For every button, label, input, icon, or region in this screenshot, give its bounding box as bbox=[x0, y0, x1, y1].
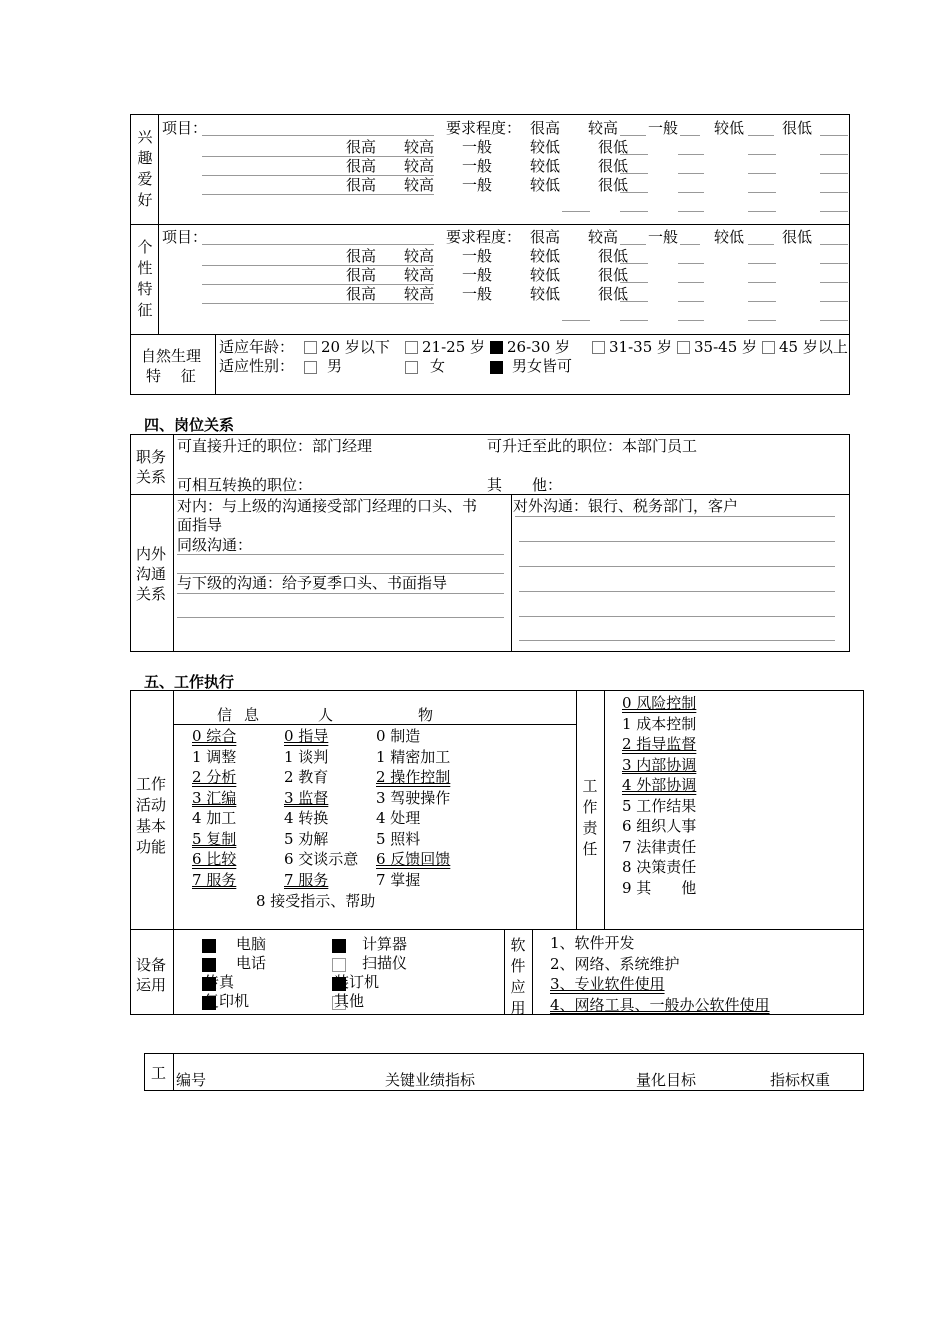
personality-row1-level-1: 很高 bbox=[346, 247, 377, 265]
fill-line bbox=[562, 211, 590, 212]
gender-label: 适应性别： bbox=[219, 357, 295, 375]
personality-row2-level-1: 很高 bbox=[346, 266, 377, 284]
fill-line bbox=[820, 154, 848, 155]
lower-comm: 与下级的沟通：给予夏季口头、书面指导 bbox=[177, 574, 448, 592]
fill-line bbox=[678, 263, 704, 264]
fill-line bbox=[202, 244, 434, 245]
divider bbox=[576, 690, 577, 929]
personality-row3-level-4: 较低 bbox=[530, 285, 561, 303]
equipment-label: 计算器 bbox=[362, 935, 408, 953]
info-item: 1 调整 bbox=[192, 747, 237, 766]
responsibility-item: 9 其 他 bbox=[622, 878, 697, 897]
fill-line bbox=[678, 301, 704, 302]
people-item: 3 监督 bbox=[284, 788, 329, 807]
fill-line bbox=[620, 135, 646, 136]
interest-row2-level-2: 较高 bbox=[404, 157, 435, 175]
section5-title: 五、工作执行 bbox=[144, 673, 235, 691]
fill-line bbox=[748, 135, 774, 136]
fill-line bbox=[620, 320, 648, 321]
header-people: 人 bbox=[318, 706, 334, 724]
equipment-label: 扫描仪 bbox=[362, 954, 408, 972]
fill-line bbox=[515, 516, 835, 517]
divider bbox=[173, 1053, 174, 1091]
interest-level-1: 很高 bbox=[530, 119, 561, 137]
responsibility-item: 7 法律责任 bbox=[622, 837, 697, 856]
fill-line bbox=[519, 616, 835, 617]
fill-line bbox=[620, 263, 648, 264]
fill-line bbox=[177, 617, 504, 618]
age-option-label: 20 岁以下 bbox=[321, 338, 390, 356]
responsibility-item: 2 指导监督 bbox=[622, 735, 697, 753]
duty-label-1 bbox=[136, 447, 172, 487]
fill-line bbox=[620, 154, 648, 155]
physio-label-2: 特 征 bbox=[146, 367, 196, 385]
equip-label bbox=[136, 955, 172, 995]
equipment-label: 电话 bbox=[236, 954, 267, 972]
age-option-label: 35-45 岁 bbox=[694, 338, 758, 356]
interest-level-4: 较低 bbox=[714, 119, 745, 137]
fill-line bbox=[202, 194, 434, 195]
personality-level-3: 一般 bbox=[648, 228, 679, 246]
responsibility-item: 8 决策责任 bbox=[622, 858, 697, 876]
equip-label-text: 设备运用 bbox=[136, 956, 167, 994]
equipment-label: 传真 bbox=[204, 973, 235, 991]
age-label: 适应年龄： bbox=[219, 338, 295, 356]
gender-option-label: 男女皆可 bbox=[512, 357, 573, 375]
fill-line bbox=[678, 282, 704, 283]
divider bbox=[604, 690, 605, 929]
divider bbox=[532, 929, 533, 1015]
things-item: 4 处理 bbox=[376, 809, 421, 827]
personality-row1-level-3: 一般 bbox=[462, 247, 493, 265]
fill-line bbox=[820, 192, 848, 193]
kpi-col-target: 量化目标 bbox=[636, 1071, 697, 1089]
fill-line bbox=[519, 591, 835, 592]
age-option[interactable] bbox=[405, 338, 485, 357]
fill-line bbox=[620, 211, 648, 212]
checkbox-icon[interactable] bbox=[332, 958, 346, 972]
fill-line bbox=[678, 320, 704, 321]
equipment-label: 电脑 bbox=[236, 935, 267, 953]
people-item: 2 教育 bbox=[284, 768, 329, 786]
fill-line bbox=[748, 320, 776, 321]
things-item: 7 掌握 bbox=[376, 870, 421, 889]
personality-row2-level-5: 很低 bbox=[598, 266, 629, 284]
people-item: 5 劝解 bbox=[284, 829, 329, 848]
fill-line bbox=[820, 282, 848, 283]
interest-side-label: 兴趣爱好 bbox=[137, 128, 153, 209]
soft-label: 软件应用 bbox=[510, 936, 526, 1017]
fill-line bbox=[177, 554, 504, 555]
checkbox-icon[interactable] bbox=[304, 341, 317, 354]
personality-row3-level-3: 一般 bbox=[462, 285, 493, 303]
info-item: 5 复制 bbox=[192, 829, 237, 848]
fill-line bbox=[202, 303, 434, 304]
func-label bbox=[136, 774, 172, 858]
personality-row3-level-5: 很低 bbox=[598, 285, 629, 303]
personality-level-1: 很高 bbox=[530, 228, 561, 246]
interest-row1-level-2: 较高 bbox=[404, 138, 435, 156]
section4-title: 四、岗位关系 bbox=[144, 416, 235, 434]
rotate-positions: 可相互转换的职位： bbox=[177, 476, 313, 494]
promote-direct: 可直接升迁的职位：部门经理 bbox=[177, 437, 373, 455]
software-item: 1、软件开发 bbox=[550, 934, 635, 952]
age-option[interactable] bbox=[490, 338, 570, 357]
interest-row3-level-3: 一般 bbox=[462, 176, 493, 194]
duty-label: 职务关系 bbox=[136, 448, 167, 486]
checkbox-icon[interactable] bbox=[677, 341, 690, 354]
comm-label-text: 内外沟通关系 bbox=[136, 545, 167, 603]
age-option[interactable] bbox=[304, 338, 390, 357]
checkbox-icon[interactable] bbox=[762, 341, 775, 354]
software-item: 3、专业软件使用 bbox=[550, 975, 665, 993]
software-item: 2、网络、系统维护 bbox=[550, 954, 680, 973]
personality-row1-level-2: 较高 bbox=[404, 247, 435, 265]
resp-label: 工作责任 bbox=[582, 777, 598, 858]
interest-row1-level-3: 一般 bbox=[462, 138, 493, 156]
things-item: 2 操作控制 bbox=[376, 768, 451, 786]
things-item: 0 制造 bbox=[376, 727, 421, 745]
outer-comm: 对外沟通：银行、税务部门，客户 bbox=[513, 497, 739, 515]
inner-comm-line1: 对内：与上级的沟通接受部门经理的口头、书 bbox=[177, 497, 478, 515]
interest-row1-level-4: 较低 bbox=[530, 138, 561, 156]
age-option[interactable] bbox=[762, 338, 848, 357]
personality-row3-level-1: 很高 bbox=[346, 285, 377, 303]
fill-line bbox=[820, 135, 848, 136]
gender-option-label: 女 bbox=[430, 357, 446, 375]
divider bbox=[511, 494, 512, 652]
fill-line bbox=[748, 154, 776, 155]
interest-row3-level-4: 较低 bbox=[530, 176, 561, 194]
fill-line bbox=[748, 244, 774, 245]
checkbox-icon[interactable] bbox=[490, 361, 503, 374]
personality-item-label: 项目： bbox=[162, 228, 208, 246]
fill-line bbox=[748, 282, 776, 283]
kpi-col-weight: 指标权重 bbox=[770, 1071, 831, 1089]
equipment-label: 复印机 bbox=[204, 992, 250, 1010]
divider bbox=[130, 929, 864, 930]
responsibility-item: 3 内部协调 bbox=[622, 755, 697, 774]
age-option[interactable] bbox=[592, 338, 672, 357]
interest-row2-level-5: 很低 bbox=[598, 157, 629, 175]
interest-row3-level-2: 较高 bbox=[404, 176, 435, 194]
interest-row2-level-3: 一般 bbox=[462, 157, 493, 175]
divider bbox=[173, 690, 174, 929]
fill-line bbox=[748, 192, 776, 193]
info-item: 6 比较 bbox=[192, 850, 237, 868]
comm-label bbox=[136, 544, 172, 604]
personality-row1-level-5: 很低 bbox=[598, 247, 629, 265]
fill-line bbox=[202, 284, 434, 285]
fill-line bbox=[820, 263, 848, 264]
fill-line bbox=[519, 640, 835, 641]
info-item: 0 综合 bbox=[192, 727, 237, 745]
peer-comm: 同级沟通： bbox=[177, 536, 253, 554]
people-item: 1 谈判 bbox=[284, 747, 329, 766]
checkbox-icon[interactable] bbox=[202, 939, 216, 953]
checkbox-icon[interactable] bbox=[592, 341, 605, 354]
kpi-col-kpi: 关键业绩指标 bbox=[385, 1071, 476, 1089]
fill-line bbox=[678, 173, 704, 174]
checkbox-icon[interactable] bbox=[490, 341, 503, 354]
age-option-label: 21-25 岁 bbox=[422, 338, 486, 356]
interest-level-2: 较高 bbox=[588, 119, 619, 137]
things-item: 1 精密加工 bbox=[376, 747, 451, 766]
personality-row1-level-4: 较低 bbox=[530, 247, 561, 265]
fill-line bbox=[820, 173, 848, 174]
fill-line bbox=[748, 263, 776, 264]
fill-line bbox=[748, 173, 776, 174]
personality-level-4: 较低 bbox=[714, 228, 745, 246]
checkbox-icon[interactable] bbox=[332, 939, 346, 953]
fill-line bbox=[680, 135, 700, 136]
interest-req-label: 要求程度： bbox=[446, 119, 522, 137]
personality-row2-level-3: 一般 bbox=[462, 266, 493, 284]
fill-line bbox=[678, 154, 704, 155]
gender-option-label: 男 bbox=[327, 357, 343, 375]
info-item: 4 加工 bbox=[192, 809, 237, 827]
things-item: 6 反馈回馈 bbox=[376, 850, 451, 868]
fill-line bbox=[680, 244, 700, 245]
fill-line bbox=[748, 301, 776, 302]
fill-line bbox=[820, 301, 848, 302]
people-item: 6 交谈示意 bbox=[284, 850, 359, 868]
promote-to-here: 可升迁至此的职位：本部门员工 bbox=[487, 437, 698, 455]
personality-level-2: 较高 bbox=[588, 228, 619, 246]
people-item: 4 转换 bbox=[284, 809, 329, 827]
interest-row2-level-4: 较低 bbox=[530, 157, 561, 175]
fill-line bbox=[678, 211, 704, 212]
fill-line bbox=[202, 175, 434, 176]
header-info: 信息 bbox=[217, 706, 272, 724]
divider bbox=[173, 929, 174, 1015]
age-option-label: 45 岁以上 bbox=[779, 338, 848, 356]
checkbox-icon[interactable] bbox=[304, 361, 317, 374]
interest-row1-level-1: 很高 bbox=[346, 138, 377, 156]
divider bbox=[173, 434, 174, 652]
software-item: 4、网络工具、一般办公软件使用 bbox=[550, 995, 770, 1014]
personality-req-label: 要求程度： bbox=[446, 228, 522, 246]
interest-row3-level-1: 很高 bbox=[346, 176, 377, 194]
fill-line bbox=[562, 320, 590, 321]
interest-level-3: 一般 bbox=[648, 119, 679, 137]
info-item: 3 汇编 bbox=[192, 788, 237, 807]
personality-row2-level-4: 较低 bbox=[530, 266, 561, 284]
personality-level-5: 很低 bbox=[782, 228, 813, 246]
interest-row3-level-5: 很低 bbox=[598, 176, 629, 194]
kpi-side: 工 bbox=[151, 1064, 167, 1082]
kpi-table bbox=[144, 1053, 864, 1091]
things-item: 5 照料 bbox=[376, 829, 421, 848]
func-label-text: 工作活动基本功能 bbox=[136, 775, 167, 856]
personality-row3-level-2: 较高 bbox=[404, 285, 435, 303]
equipment-label: 其他 bbox=[334, 992, 365, 1010]
responsibility-item: 4 外部协调 bbox=[622, 776, 697, 794]
fill-line bbox=[620, 244, 646, 245]
interest-level-5: 很低 bbox=[782, 119, 813, 137]
fill-line bbox=[620, 173, 648, 174]
things-item: 3 驾驶操作 bbox=[376, 788, 451, 807]
divider bbox=[130, 334, 850, 335]
fill-line bbox=[620, 192, 648, 193]
fill-line bbox=[620, 301, 648, 302]
fill-line bbox=[820, 211, 848, 212]
interest-item-label: 项目： bbox=[162, 119, 208, 137]
interest-row2-level-1: 很高 bbox=[346, 157, 377, 175]
info-item: 7 服务 bbox=[192, 870, 237, 889]
fill-line bbox=[748, 211, 776, 212]
inner-comm-line2: 面指导 bbox=[177, 516, 223, 534]
responsibility-item: 0 风险控制 bbox=[622, 694, 697, 712]
checkbox-icon[interactable] bbox=[405, 361, 418, 374]
age-option-label: 26-30 岁 bbox=[507, 338, 571, 356]
divider bbox=[130, 224, 850, 225]
fill-line bbox=[519, 566, 835, 567]
info-item: 2 分析 bbox=[192, 768, 237, 786]
divider bbox=[215, 334, 216, 395]
responsibility-item: 5 工作结果 bbox=[622, 796, 697, 815]
fill-line bbox=[177, 573, 504, 574]
responsibility-item: 6 组织人事 bbox=[622, 817, 697, 835]
physio-label-1: 自然生理 bbox=[141, 347, 202, 365]
fill-line bbox=[202, 156, 434, 157]
age-option[interactable] bbox=[677, 338, 757, 357]
func-extra: 8 接受指示、帮助 bbox=[256, 892, 376, 910]
fill-line bbox=[820, 320, 848, 321]
fill-line bbox=[519, 541, 835, 542]
fill-line bbox=[620, 282, 648, 283]
people-item: 0 指导 bbox=[284, 727, 329, 745]
age-option-label: 31-35 岁 bbox=[609, 338, 673, 356]
people-item: 7 服务 bbox=[284, 870, 329, 889]
fill-line bbox=[202, 135, 434, 136]
other-positions: 其 他： bbox=[487, 476, 563, 494]
responsibility-item: 1 成本控制 bbox=[622, 714, 697, 733]
interest-row1-level-5: 很低 bbox=[598, 138, 629, 156]
checkbox-icon[interactable] bbox=[405, 341, 418, 354]
checkbox-icon[interactable] bbox=[202, 958, 216, 972]
equipment-label: 装订机 bbox=[334, 973, 380, 991]
fill-line bbox=[820, 244, 848, 245]
fill-line bbox=[177, 593, 504, 594]
fill-line bbox=[202, 265, 434, 266]
header-things: 物 bbox=[418, 706, 434, 724]
fill-line bbox=[678, 192, 704, 193]
divider bbox=[504, 929, 505, 1015]
personality-row2-level-2: 较高 bbox=[404, 266, 435, 284]
personality-side-label: 个性特征 bbox=[137, 238, 153, 319]
kpi-col-no: 编号 bbox=[176, 1071, 207, 1089]
